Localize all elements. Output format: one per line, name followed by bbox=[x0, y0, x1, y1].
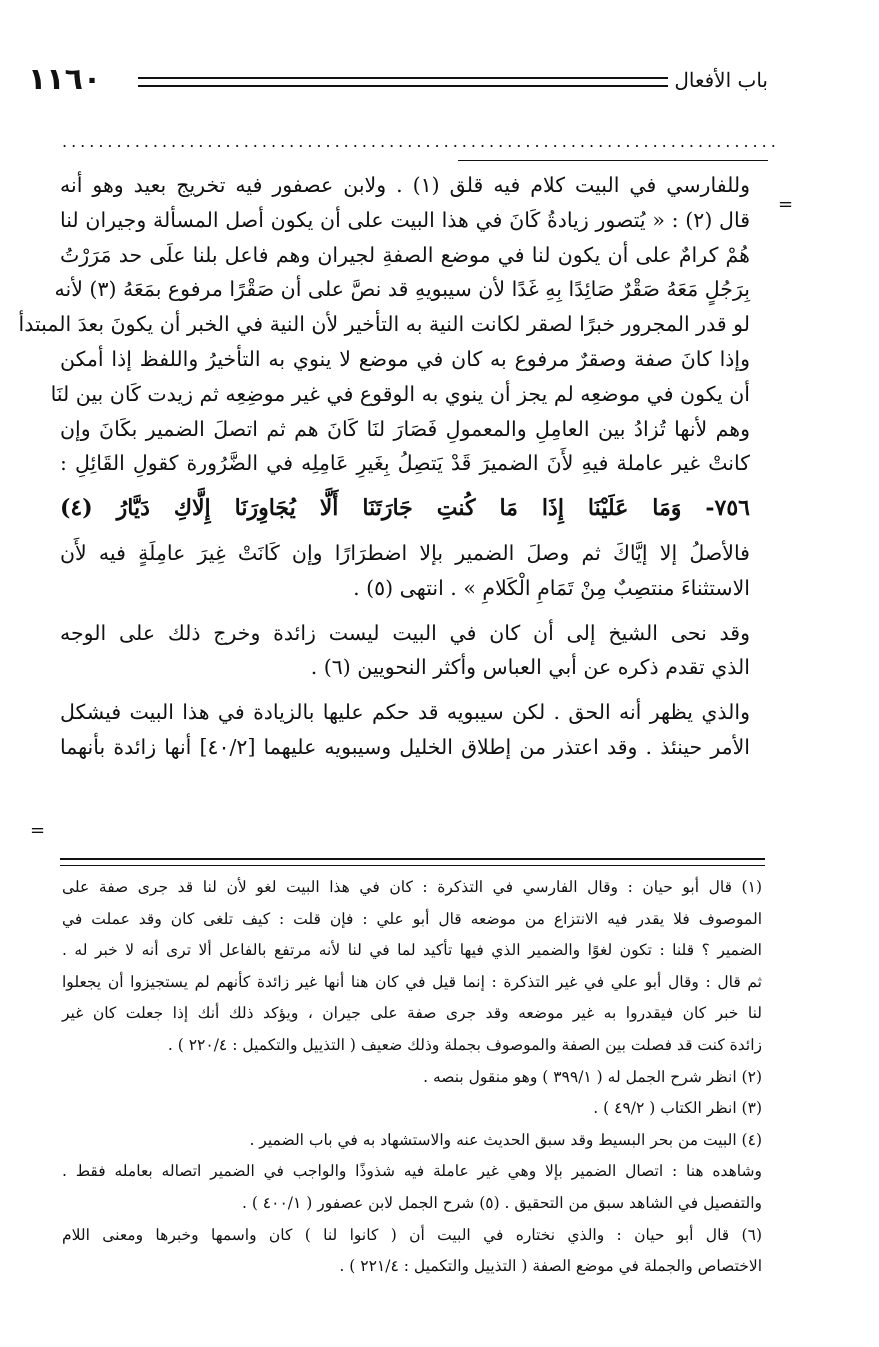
text-line: لو قدر المجرور خبرًا لصقر لكانت النية به التأخير لأن النية في الخبر أن يكونَ بعدَ المبتدأ bbox=[18, 312, 750, 337]
dotted-separator: ............................................................................... bbox=[62, 132, 780, 151]
footnote-line: (١) قال أبو حيان : وقال الفارسي في التذكرة : كان في هذا البيت لغو لأن لنا قد جرى صفة على bbox=[62, 878, 762, 896]
continuation-mark-bottom: = bbox=[30, 820, 46, 841]
text-line: والذي يظهر أنه الحق . لكن سيبويه قد حكم عليها بالزيادة في هذا البيت فيشكل bbox=[60, 700, 750, 725]
text-line: هُمْ كرامٌ على أن يكون لنا في موضع الصفةِ لجيران وهم فاعل بلنا علَى حد مَرَرْتُ bbox=[60, 242, 750, 267]
footnote-line: الموصوف فلا يقدر فيه الانتزاع من موضعه قال أبو علي : فإن قلت : كيف تلغى كان وقد عملت في bbox=[62, 909, 762, 928]
text-line: أن يكون في موضعِه لم يجز أن ينوي به الوقوع في غير موضِعِه ثم زيدت كَان بين لنَا bbox=[50, 381, 750, 406]
footnote-line: ثم قال : وقال أبو علي في غير التذكرة : إنما قيل في كان هنا أنها غير زائدة كأنهم لم يستجيزوا أن يجعلوا bbox=[62, 972, 762, 991]
text-line: وقد نحى الشيخ إلى أن كان في البيت ليست زائدة وخرج ذلك على الوجه bbox=[60, 620, 750, 645]
footnote-line: والتفصيل في الشاهد سبق من التحقيق . (٥) شرح الجمل لابن عصفور ( ٤٠٠/١ ) . bbox=[241, 1193, 762, 1212]
footnote-line: الاختصاص والجملة في موضع الصفة ( التذييل والتكميل : ٢٢١/٤ ) . bbox=[339, 1257, 762, 1276]
header-double-rule bbox=[138, 77, 668, 87]
text-line: بِرَجُلٍ مَعَهُ صَقْرٌ صَائِدًا بِهِ غَدًا لأن سيبويهِ قد نصَّ على أن صَقْرًا مرفوع بمَعَهُ (٣) لأنه bbox=[54, 277, 750, 302]
text-line: قال (٢) : « يُتصور زيادةُ كَانَ في هذا البيت على أن يكون أصل المسألة وجيران لنا bbox=[60, 207, 750, 232]
thin-rule bbox=[458, 160, 768, 161]
footnotes bbox=[62, 872, 762, 1283]
footnote-line: وشاهده هنا : اتصال الضمير بإلا وهي غير عاملة فيه شذوذًا والواجب في الضمير اتصاله بعامله فقط . bbox=[62, 1162, 762, 1181]
text-line: وإذا كانَ صفة وصقرٌ مرفوع به كان في موضع لا ينوي به التأخيرُ واللفظ إذا أمكن bbox=[60, 346, 750, 371]
footnote-line: (٣) انظر الكتاب ( ٤٩/٢ ) . bbox=[593, 1099, 762, 1118]
page-header bbox=[28, 60, 768, 100]
text-line: فالأصلُ إلا إيَّاكَ ثم وصلَ الضمير بإلا اضطرَارًا وإن كَانَتْ غِيرَ عامِلَةٍ فيه لأَن bbox=[60, 540, 750, 565]
text-line: الذي تقدم ذكره عن أبي العباس وأكثر النحويين (٦) . bbox=[310, 655, 750, 680]
footnote-line: (٦) قال أبو حيان : والذي نختاره في البيت أن ( كانوا لنا ) كان واسمها وخبرها ومعنى اللام bbox=[62, 1225, 762, 1244]
page-number: ١١٦٠ bbox=[28, 62, 102, 97]
continuation-mark-top: = bbox=[778, 194, 794, 215]
text-line: وللفارسي في البيت كلام فيه قلق (١) . ولابن عصفور فيه تخريج بعيد وهو أنه bbox=[60, 173, 750, 197]
footnote-line: زائدة كنت قد فصلت بين الصفة والموصوف بجملة وذلك ضعيف ( التذييل والتكميل : ٢٢٠/٤ ) . bbox=[167, 1035, 762, 1054]
footnote-separator bbox=[60, 858, 765, 866]
footnote-line: (٢) انظر شرح الجمل له ( ٣٩٩/١ ) وهو منقول بنصه . bbox=[423, 1067, 762, 1086]
text-line: الأمر حينئذ . وقد اعتذر من إطلاق الخليل وسيبويه عليهما [٤٠/٢] أنها زائدة بأنهما bbox=[60, 734, 750, 759]
main-text bbox=[18, 168, 750, 765]
poetry-verse: ٧٥٦- وَمَا عَلَيْنَا إِذَا مَا كُنتِ جَارَتَنَا أَلَّا يُجَاوِرَنَا إِلَّاكِ دَيَّارُ (٤) bbox=[60, 495, 750, 522]
footnote-line: لنا خبر كان فيقدروا به غير موضعه وقد جرى صفة على جيران ، ويؤكد ذلك أنك إذا جعلت كان غير bbox=[62, 1004, 762, 1023]
footnote-line: الضمير ؟ قلنا : تكون لغوًا والضمير الذي فيها تأكيد لما في لنا لأنه مرتفع بالفاعل ألا ترى أنه لا خبر له . bbox=[62, 941, 762, 960]
text-line: كانتْ غير عاملة فيهِ لأَنَ الضميرَ قَدْ يَتصِلُ بِغَيرِ عَامِلِه في الضَّرُورة كقولِ القَائِلِ : bbox=[60, 451, 750, 476]
chapter-title: باب الأفعال bbox=[674, 68, 768, 92]
text-line: الاستثناءَ منتصِبٌ مِنْ تَمَامِ الْكَلامِ » . انتهى (٥) . bbox=[353, 575, 750, 600]
footnote-line: (٤) البيت من بحر البسيط وقد سبق الحديث عنه والاستشهاد به في باب الضمير . bbox=[249, 1130, 762, 1149]
text-line: وهم لأنها تُزادُ بين العامِلِ والمعمولِ فَصَارَ لنَا كَانَ هم ثم اتصلَ الضمير بكَانَ وإن bbox=[60, 416, 750, 441]
